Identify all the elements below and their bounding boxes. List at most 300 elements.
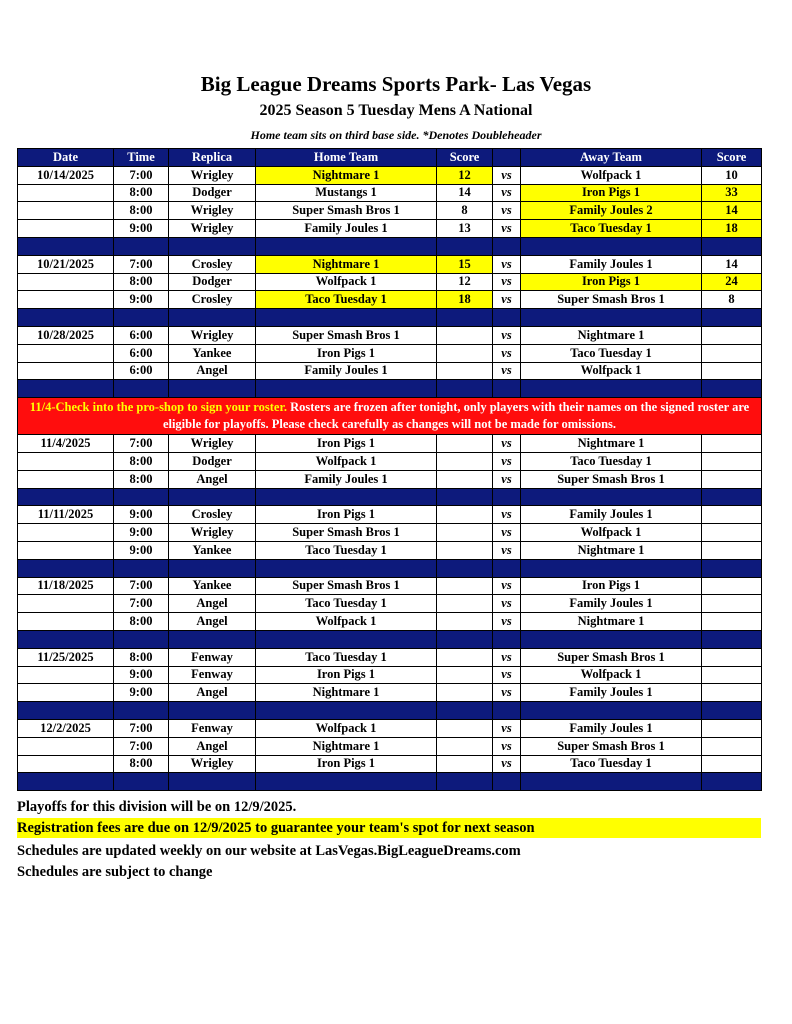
separator-cell	[521, 559, 702, 577]
game-date	[18, 595, 114, 613]
table-row	[18, 737, 762, 755]
game-date: 10/14/2025	[18, 166, 114, 184]
versus-label: vs	[493, 255, 521, 273]
field-replica: Wrigley	[169, 435, 256, 453]
table-row	[18, 648, 762, 666]
week-separator-row	[18, 702, 762, 720]
separator-cell	[493, 630, 521, 648]
away-score	[702, 595, 762, 613]
game-date	[18, 220, 114, 238]
versus-label: vs	[493, 220, 521, 238]
home-team: Taco Tuesday 1	[256, 648, 437, 666]
separator-cell	[114, 702, 169, 720]
game-time: 7:00	[114, 255, 169, 273]
home-score: 13	[437, 220, 493, 238]
versus-label: vs	[493, 755, 521, 773]
game-date	[18, 666, 114, 684]
disclaimer-note: Schedules are subject to change	[17, 864, 213, 880]
col-header-time: Time	[114, 149, 169, 167]
table-row	[18, 326, 762, 344]
game-date	[18, 184, 114, 202]
versus-label: vs	[493, 613, 521, 631]
separator-cell	[493, 488, 521, 506]
game-time: 8:00	[114, 273, 169, 291]
col-header-away-team: Away Team	[521, 149, 702, 167]
field-replica: Dodger	[169, 184, 256, 202]
home-score	[437, 541, 493, 559]
away-team: Family Joules 1	[521, 595, 702, 613]
home-score: 8	[437, 202, 493, 220]
col-header-date: Date	[18, 149, 114, 167]
home-score: 18	[437, 291, 493, 309]
home-score	[437, 326, 493, 344]
field-replica: Yankee	[169, 577, 256, 595]
field-replica: Wrigley	[169, 755, 256, 773]
game-time: 9:00	[114, 541, 169, 559]
away-score	[702, 541, 762, 559]
home-team: Wolfpack 1	[256, 613, 437, 631]
away-score: 14	[702, 255, 762, 273]
away-score	[702, 326, 762, 344]
table-row	[18, 666, 762, 684]
home-score	[437, 613, 493, 631]
field-replica: Fenway	[169, 648, 256, 666]
separator-cell	[114, 380, 169, 398]
separator-cell	[114, 559, 169, 577]
table-row	[18, 506, 762, 524]
versus-label: vs	[493, 666, 521, 684]
separator-cell	[437, 237, 493, 255]
home-team: Nightmare 1	[256, 737, 437, 755]
separator-cell	[521, 309, 702, 327]
schedule-table	[17, 148, 762, 791]
home-score	[437, 344, 493, 362]
separator-cell	[521, 773, 702, 791]
game-time: 7:00	[114, 577, 169, 595]
col-header-home-score: Score	[437, 149, 493, 167]
separator-cell	[169, 488, 256, 506]
game-date: 12/2/2025	[18, 719, 114, 737]
away-team: Taco Tuesday 1	[521, 220, 702, 238]
home-score	[437, 719, 493, 737]
away-score	[702, 452, 762, 470]
game-date: 10/28/2025	[18, 326, 114, 344]
away-score	[702, 719, 762, 737]
versus-label: vs	[493, 719, 521, 737]
game-date	[18, 524, 114, 542]
playoffs-note: Playoffs for this division will be on 12/9/2025.	[17, 799, 297, 815]
roster-notice-row	[18, 398, 762, 435]
separator-cell	[169, 702, 256, 720]
away-team: Taco Tuesday 1	[521, 452, 702, 470]
home-score	[437, 755, 493, 773]
versus-label: vs	[493, 506, 521, 524]
separator-cell	[493, 702, 521, 720]
away-score	[702, 684, 762, 702]
separator-cell	[169, 559, 256, 577]
table-row	[18, 541, 762, 559]
separator-cell	[256, 237, 437, 255]
separator-cell	[702, 309, 762, 327]
separator-cell	[18, 380, 114, 398]
col-header-home-team: Home Team	[256, 149, 437, 167]
separator-cell	[493, 773, 521, 791]
game-time: 6:00	[114, 344, 169, 362]
game-date	[18, 470, 114, 488]
home-score	[437, 506, 493, 524]
separator-cell	[18, 773, 114, 791]
separator-cell	[169, 380, 256, 398]
separator-cell	[521, 702, 702, 720]
week-separator-row	[18, 630, 762, 648]
away-team: Nightmare 1	[521, 541, 702, 559]
field-replica: Dodger	[169, 452, 256, 470]
game-date: 11/18/2025	[18, 577, 114, 595]
separator-cell	[493, 237, 521, 255]
away-team: Family Joules 2	[521, 202, 702, 220]
field-replica: Angel	[169, 737, 256, 755]
away-team: Family Joules 1	[521, 255, 702, 273]
game-date: 11/25/2025	[18, 648, 114, 666]
away-team: Family Joules 1	[521, 684, 702, 702]
versus-label: vs	[493, 326, 521, 344]
game-time: 6:00	[114, 362, 169, 380]
home-score	[437, 435, 493, 453]
separator-cell	[18, 630, 114, 648]
away-team: Super Smash Bros 1	[521, 470, 702, 488]
home-score	[437, 470, 493, 488]
game-date	[18, 202, 114, 220]
away-team: Nightmare 1	[521, 613, 702, 631]
home-team: Family Joules 1	[256, 470, 437, 488]
game-date: 11/4/2025	[18, 435, 114, 453]
game-time: 7:00	[114, 435, 169, 453]
home-team: Nightmare 1	[256, 684, 437, 702]
home-team: Iron Pigs 1	[256, 344, 437, 362]
table-row	[18, 470, 762, 488]
away-team: Taco Tuesday 1	[521, 344, 702, 362]
game-time: 8:00	[114, 648, 169, 666]
game-time: 9:00	[114, 524, 169, 542]
separator-cell	[256, 488, 437, 506]
separator-cell	[18, 559, 114, 577]
game-date	[18, 541, 114, 559]
away-score	[702, 613, 762, 631]
versus-label: vs	[493, 648, 521, 666]
game-date	[18, 273, 114, 291]
game-date: 11/11/2025	[18, 506, 114, 524]
versus-label: vs	[493, 684, 521, 702]
table-row	[18, 435, 762, 453]
home-team: Iron Pigs 1	[256, 755, 437, 773]
separator-cell	[702, 237, 762, 255]
week-separator-row	[18, 559, 762, 577]
home-team: Super Smash Bros 1	[256, 326, 437, 344]
table-row	[18, 577, 762, 595]
away-team: Family Joules 1	[521, 506, 702, 524]
separator-cell	[114, 488, 169, 506]
week-separator-row	[18, 380, 762, 398]
separator-cell	[256, 380, 437, 398]
table-row	[18, 595, 762, 613]
week-separator-row	[18, 309, 762, 327]
versus-label: vs	[493, 452, 521, 470]
table-row	[18, 273, 762, 291]
separator-cell	[18, 702, 114, 720]
versus-label: vs	[493, 435, 521, 453]
home-team: Nightmare 1	[256, 255, 437, 273]
separator-cell	[702, 702, 762, 720]
separator-cell	[521, 380, 702, 398]
separator-cell	[493, 380, 521, 398]
home-score	[437, 595, 493, 613]
field-replica: Angel	[169, 362, 256, 380]
game-date: 10/21/2025	[18, 255, 114, 273]
table-header-row	[18, 149, 762, 167]
separator-cell	[114, 773, 169, 791]
table-row	[18, 719, 762, 737]
separator-cell	[702, 380, 762, 398]
separator-cell	[256, 630, 437, 648]
page-title: Big League Dreams Sports Park- Las Vegas	[200, 72, 592, 96]
separator-cell	[493, 309, 521, 327]
versus-label: vs	[493, 362, 521, 380]
away-team: Iron Pigs 1	[521, 577, 702, 595]
table-row	[18, 452, 762, 470]
separator-cell	[521, 488, 702, 506]
col-header-vs	[493, 149, 521, 167]
field-replica: Crosley	[169, 506, 256, 524]
game-date	[18, 362, 114, 380]
game-date	[18, 737, 114, 755]
separator-cell	[521, 237, 702, 255]
away-score	[702, 524, 762, 542]
home-score	[437, 666, 493, 684]
separator-cell	[437, 702, 493, 720]
away-score: 18	[702, 220, 762, 238]
home-score: 14	[437, 184, 493, 202]
home-score	[437, 524, 493, 542]
field-replica: Crosley	[169, 255, 256, 273]
away-team: Super Smash Bros 1	[521, 737, 702, 755]
away-score	[702, 737, 762, 755]
field-replica: Angel	[169, 470, 256, 488]
field-replica: Wrigley	[169, 166, 256, 184]
versus-label: vs	[493, 166, 521, 184]
game-date	[18, 344, 114, 362]
separator-cell	[437, 559, 493, 577]
away-score	[702, 577, 762, 595]
game-time: 6:00	[114, 326, 169, 344]
table-row	[18, 755, 762, 773]
roster-notice	[18, 398, 762, 435]
away-score	[702, 755, 762, 773]
game-time: 9:00	[114, 506, 169, 524]
game-time: 8:00	[114, 452, 169, 470]
away-team: Wolfpack 1	[521, 666, 702, 684]
table-row	[18, 255, 762, 273]
separator-cell	[114, 630, 169, 648]
table-row	[18, 184, 762, 202]
game-time: 8:00	[114, 755, 169, 773]
home-score	[437, 684, 493, 702]
away-score	[702, 506, 762, 524]
separator-cell	[18, 488, 114, 506]
table-row	[18, 613, 762, 631]
away-team: Wolfpack 1	[521, 524, 702, 542]
away-score	[702, 362, 762, 380]
home-score	[437, 737, 493, 755]
versus-label: vs	[493, 202, 521, 220]
away-score: 10	[702, 166, 762, 184]
week-separator-row	[18, 773, 762, 791]
home-score: 15	[437, 255, 493, 273]
home-team: Super Smash Bros 1	[256, 577, 437, 595]
versus-label: vs	[493, 541, 521, 559]
game-time: 9:00	[114, 684, 169, 702]
away-team: Super Smash Bros 1	[521, 648, 702, 666]
away-score: 33	[702, 184, 762, 202]
table-row	[18, 166, 762, 184]
field-replica: Yankee	[169, 344, 256, 362]
separator-cell	[437, 630, 493, 648]
separator-cell	[437, 309, 493, 327]
game-time: 7:00	[114, 166, 169, 184]
home-team: Wolfpack 1	[256, 452, 437, 470]
separator-cell	[702, 773, 762, 791]
away-score: 8	[702, 291, 762, 309]
home-team: Super Smash Bros 1	[256, 524, 437, 542]
separator-cell	[256, 309, 437, 327]
roster-notice-text: Rosters are frozen after tonight, only players with their names on the signed roster are eligible for playoffs. Please check carefully as changes will not be made for omissions.	[162, 400, 750, 432]
separator-cell	[256, 559, 437, 577]
home-team: Iron Pigs 1	[256, 435, 437, 453]
home-score: 12	[437, 273, 493, 291]
field-replica: Wrigley	[169, 524, 256, 542]
away-score	[702, 648, 762, 666]
game-time: 9:00	[114, 666, 169, 684]
col-header-away-score: Score	[702, 149, 762, 167]
game-time: 7:00	[114, 737, 169, 755]
away-team: Taco Tuesday 1	[521, 755, 702, 773]
separator-cell	[437, 773, 493, 791]
separator-cell	[256, 773, 437, 791]
home-team: Iron Pigs 1	[256, 666, 437, 684]
page-subtitle: 2025 Season 5 Tuesday Mens A National	[259, 102, 533, 119]
field-replica: Angel	[169, 613, 256, 631]
away-score: 14	[702, 202, 762, 220]
field-replica: Fenway	[169, 719, 256, 737]
versus-label: vs	[493, 344, 521, 362]
away-team: Nightmare 1	[521, 435, 702, 453]
versus-label: vs	[493, 470, 521, 488]
versus-label: vs	[493, 737, 521, 755]
table-row	[18, 684, 762, 702]
field-replica: Angel	[169, 684, 256, 702]
game-time: 7:00	[114, 719, 169, 737]
game-date	[18, 613, 114, 631]
away-score	[702, 435, 762, 453]
col-header-replica: Replica	[169, 149, 256, 167]
home-team: Taco Tuesday 1	[256, 541, 437, 559]
game-time: 7:00	[114, 595, 169, 613]
table-row	[18, 202, 762, 220]
table-row	[18, 291, 762, 309]
separator-cell	[493, 559, 521, 577]
home-team: Nightmare 1	[256, 166, 437, 184]
away-team: Iron Pigs 1	[521, 184, 702, 202]
home-team: Iron Pigs 1	[256, 506, 437, 524]
home-team: Mustangs 1	[256, 184, 437, 202]
away-team: Super Smash Bros 1	[521, 291, 702, 309]
separator-cell	[169, 309, 256, 327]
game-time: 8:00	[114, 184, 169, 202]
home-team-note: Home team sits on third base side. *Denotes Doubleheader	[250, 128, 542, 142]
home-team: Family Joules 1	[256, 220, 437, 238]
field-replica: Wrigley	[169, 326, 256, 344]
separator-cell	[702, 559, 762, 577]
separator-cell	[18, 237, 114, 255]
home-score: 12	[437, 166, 493, 184]
versus-label: vs	[493, 595, 521, 613]
field-replica: Wrigley	[169, 202, 256, 220]
away-team: Wolfpack 1	[521, 362, 702, 380]
away-team: Family Joules 1	[521, 719, 702, 737]
table-row	[18, 220, 762, 238]
separator-cell	[169, 630, 256, 648]
field-replica: Dodger	[169, 273, 256, 291]
versus-label: vs	[493, 184, 521, 202]
versus-label: vs	[493, 273, 521, 291]
game-date	[18, 755, 114, 773]
home-score	[437, 577, 493, 595]
away-score	[702, 344, 762, 362]
home-team: Wolfpack 1	[256, 719, 437, 737]
field-replica: Angel	[169, 595, 256, 613]
separator-cell	[169, 237, 256, 255]
game-date	[18, 684, 114, 702]
separator-cell	[521, 630, 702, 648]
game-time: 9:00	[114, 291, 169, 309]
home-team: Taco Tuesday 1	[256, 291, 437, 309]
separator-cell	[18, 309, 114, 327]
table-row	[18, 344, 762, 362]
separator-cell	[702, 630, 762, 648]
week-separator-row	[18, 488, 762, 506]
versus-label: vs	[493, 524, 521, 542]
game-date	[18, 291, 114, 309]
registration-note: Registration fees are due on 12/9/2025 to guarantee your team's spot for next season	[17, 818, 761, 838]
field-replica: Yankee	[169, 541, 256, 559]
website-note: Schedules are updated weekly on our website at LasVegas.BigLeagueDreams.com	[17, 843, 521, 859]
schedule-body	[18, 166, 762, 790]
roster-notice-lead: 11/4-Check into the pro-shop to sign your roster.	[29, 400, 287, 415]
separator-cell	[437, 380, 493, 398]
separator-cell	[114, 309, 169, 327]
away-team: Nightmare 1	[521, 326, 702, 344]
field-replica: Crosley	[169, 291, 256, 309]
week-separator-row	[18, 237, 762, 255]
field-replica: Fenway	[169, 666, 256, 684]
separator-cell	[256, 702, 437, 720]
away-score	[702, 666, 762, 684]
game-time: 8:00	[114, 202, 169, 220]
game-time: 8:00	[114, 470, 169, 488]
game-date	[18, 452, 114, 470]
away-score	[702, 470, 762, 488]
home-team: Super Smash Bros 1	[256, 202, 437, 220]
game-time: 9:00	[114, 220, 169, 238]
